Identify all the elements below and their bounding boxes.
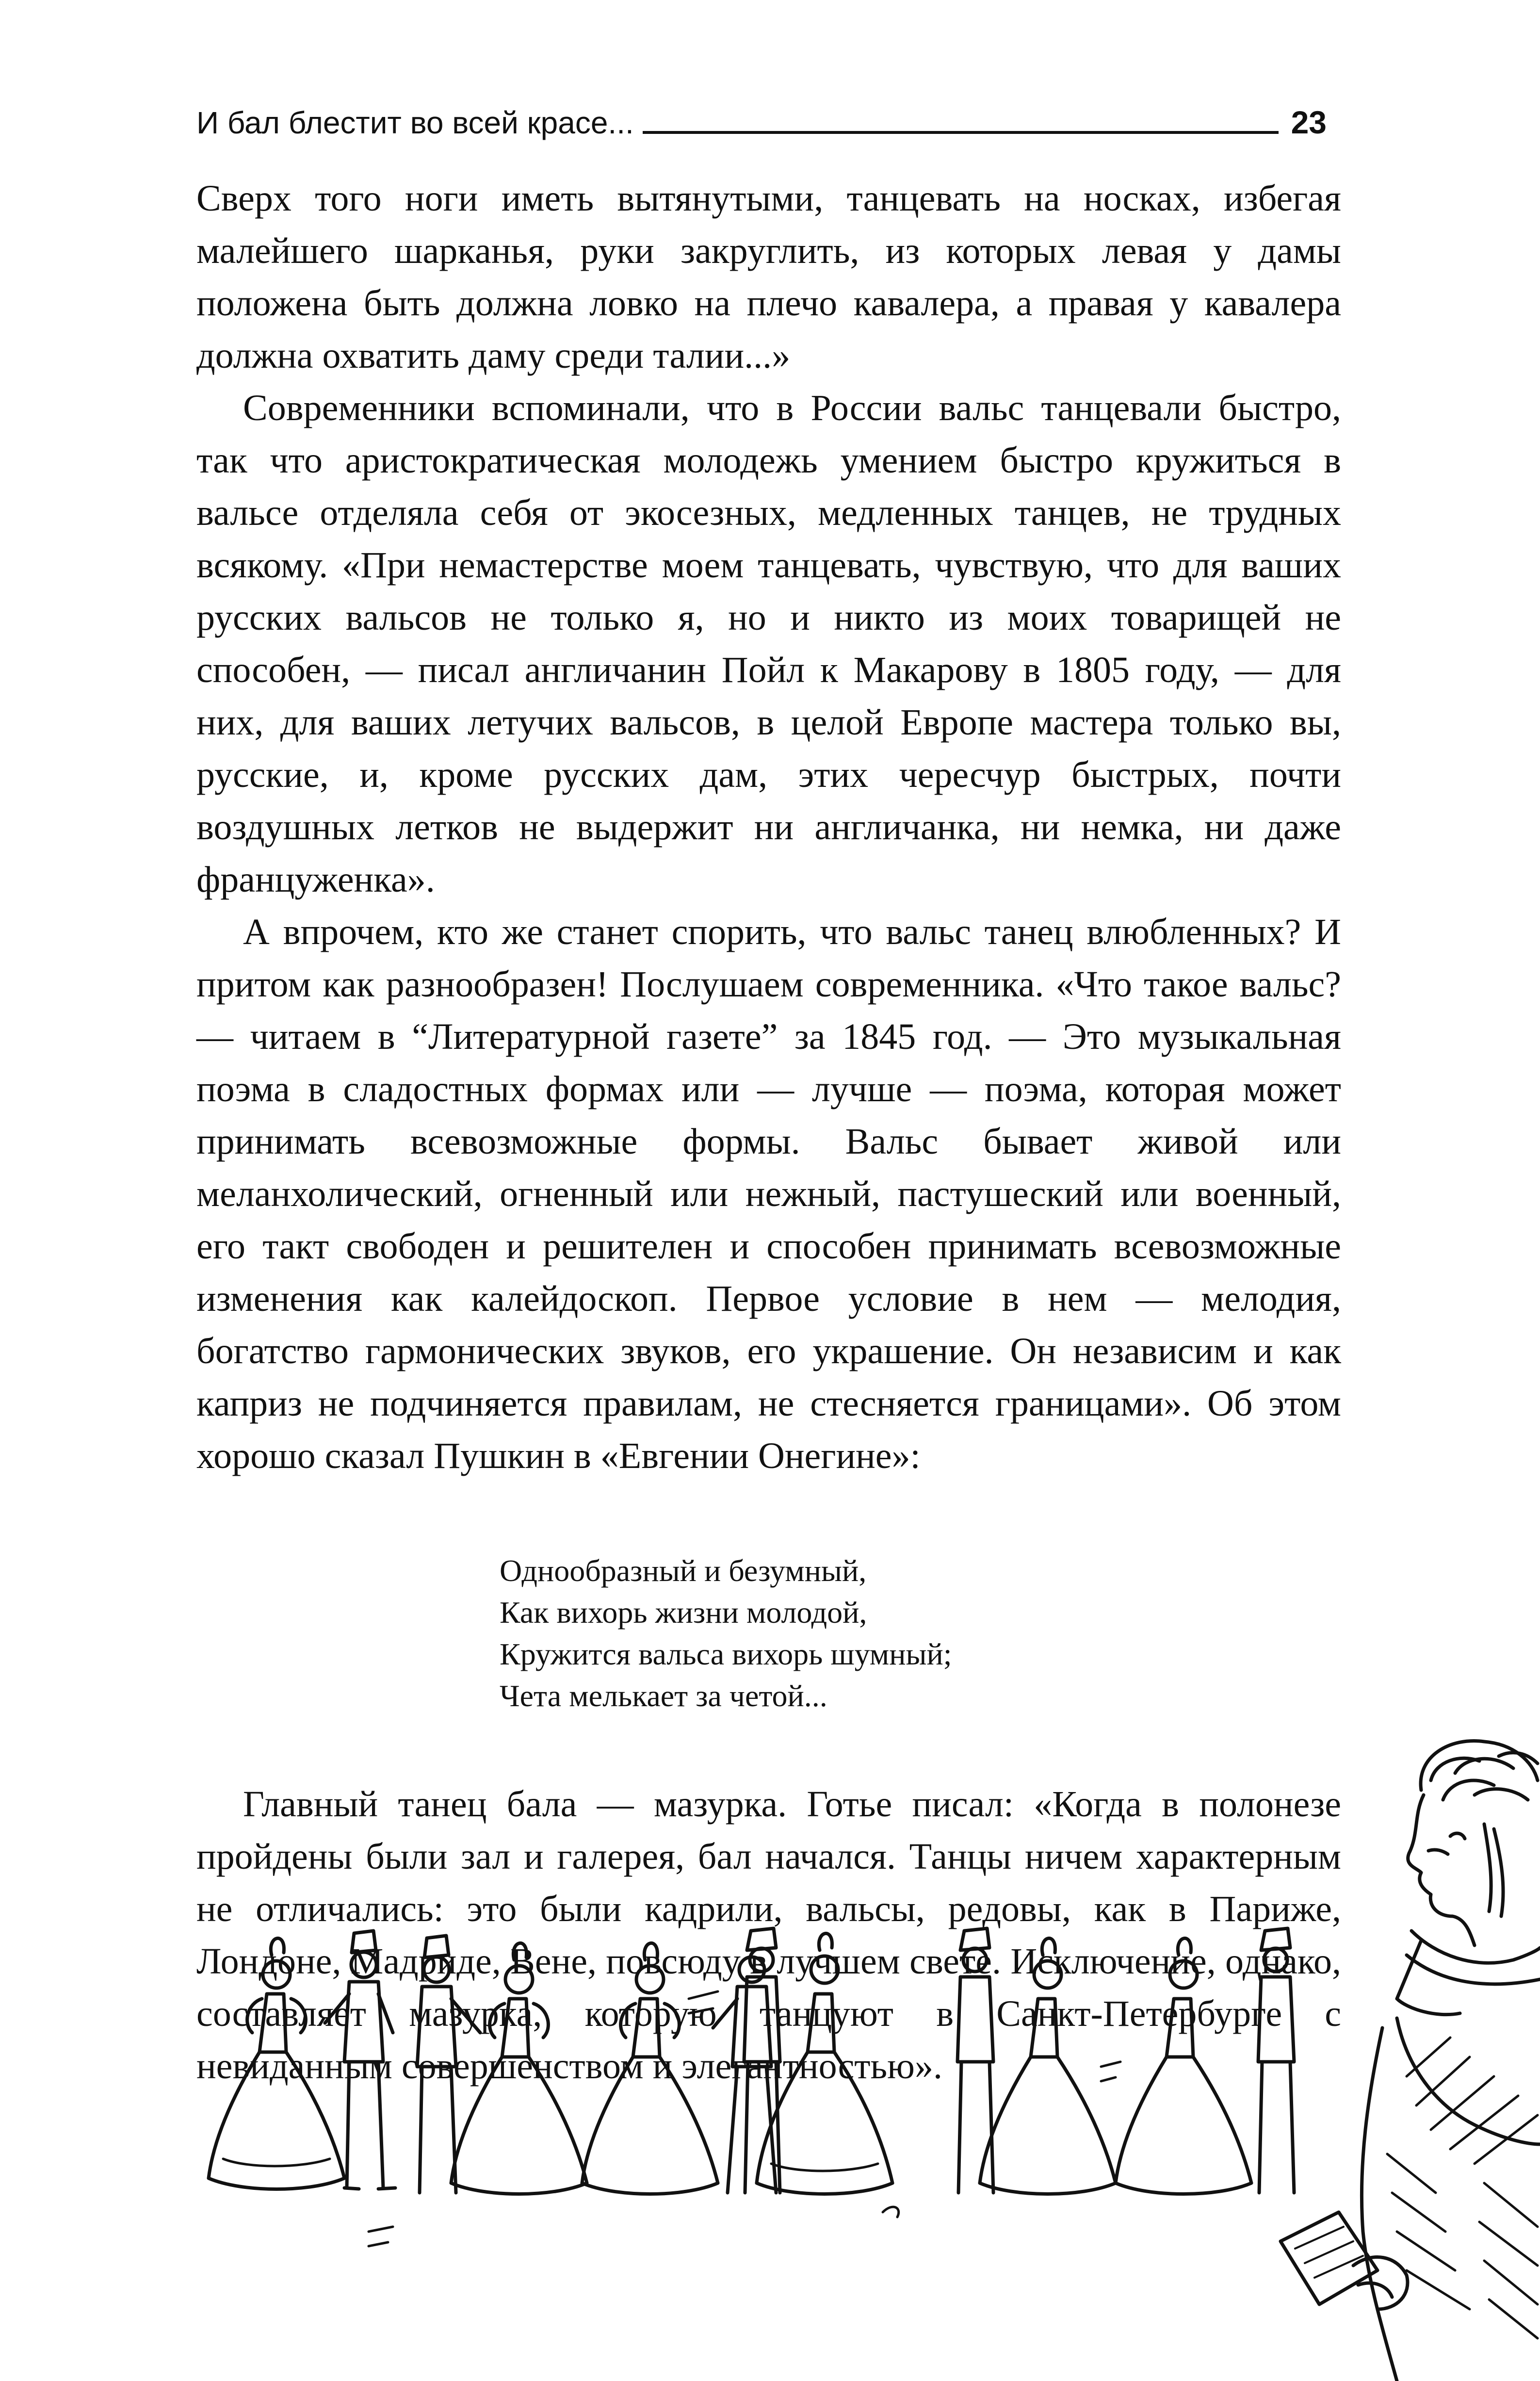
- portrait-sketch: [1281, 1741, 1540, 2381]
- page-number: 23: [1291, 104, 1327, 140]
- running-header: [196, 97, 1327, 141]
- verse-line-2: Как вихорь жизни молодой,: [500, 1595, 867, 1630]
- ball-dancers-illustration: [0, 1727, 1540, 2381]
- dancers-frieze: [209, 1928, 1294, 2246]
- verse-line-1: Однообразный и безумный,: [500, 1553, 867, 1588]
- paragraph-4: Главный танец бала — мазурка. Готье писал: «Когда в полонезе пройдены были зал и галерея, бал начался. Танцы ничем характерным не отличались: это были кадрили, вальсы, редовы, как в Париже, Лондоне, Мадриде, Вене, повсюду в лучшем свете. Исключение, однако, составляет мазурка, которую танцуют в Санкт-Петербурге с невиданным совершенством и элегантностью».: [196, 1784, 1341, 2087]
- verse-line-4: Чета мелькает за четой...: [500, 1679, 827, 1713]
- paragraph-3: А впрочем, кто же станет спорить, что вальс танец влюбленных? И притом как разнообразен! Послушаем современника. «Что такое вальс? — читаем в “Литературной газете” за 1845 год. — Это музыкальная поэма в сладостных формах или — лучше — поэма, которая может принимать всевозможные формы. Вальс бывает живой или меланхолический, огненный или нежный, пастушеский или военный, его такт свободен и решителен и способен принимать всевозможные изменения как калейдоскоп. Первое условие в нем — мелодия, богатство гармонических звуков, его украшение. Он независим и как каприз не подчиняется правилам, не стесняется границами». Об этом хорошо сказал Пушкин в «Евгении Онегине»:: [196, 912, 1341, 1476]
- running-title: И бал блестит во всей красе...: [196, 105, 634, 140]
- paragraph-2: Современники вспоминали, что в России вальс танцевали быстро, так что аристократическая молодежь умением быстро кружиться в вальсе отделяла себя от экосезных, медленных танцев, не трудных всякому. «При немастерстве моем танцевать, чувствую, что для ваших русских вальсов не только я, но и никто из моих товарищей не способен, — писал англичанин Пойл к Макарову в 1805 году, — для них, для ваших летучих вальсов, в целой Европе мастера только вы, русские, и, кроме русских дам, этих чересчур быстрых, почти воздушных летков не выдержит ни англичанка, ни немка, ни даже француженка».: [196, 388, 1341, 900]
- main-text: [196, 172, 1341, 1482]
- header-rule: [643, 131, 1279, 134]
- verse-quote: [500, 1550, 1179, 1717]
- verse-line-3: Кружится вальса вихорь шумный;: [500, 1637, 952, 1671]
- paragraph-1: Сверх того ноги иметь вытянутыми, танцевать на носках, избегая малейшего шарканья, руки закруглить, из которых левая у дамы положена быть должна ловко на плечо кавалера, а правая у кавалера должна охватить даму среди талии...»: [196, 178, 1341, 376]
